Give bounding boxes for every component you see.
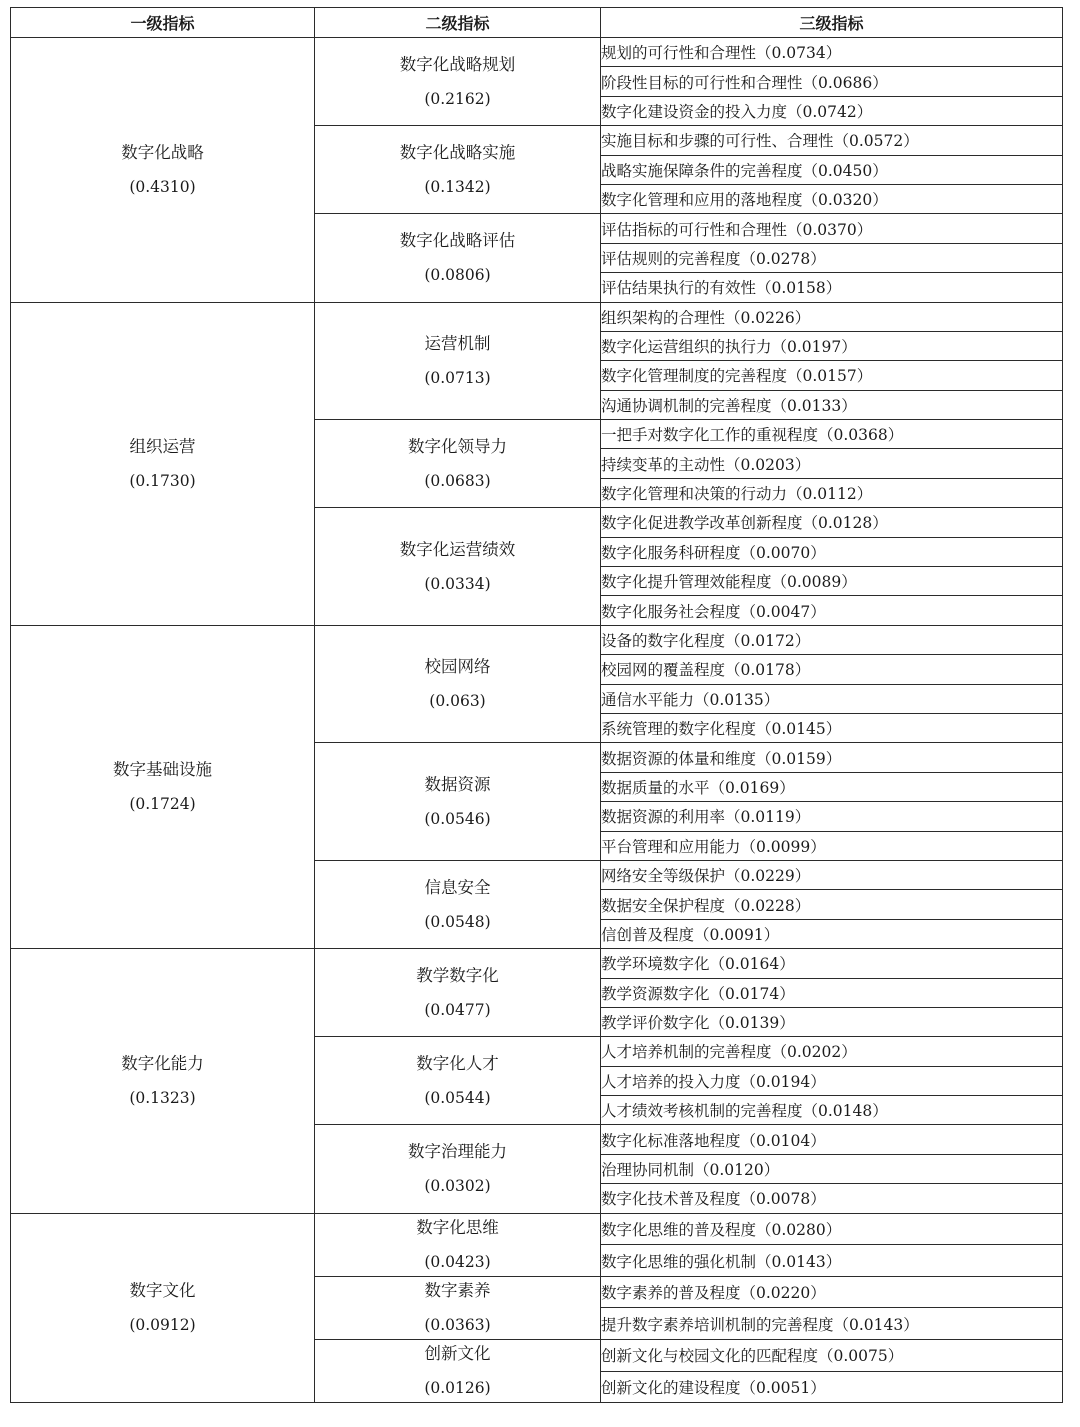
- level3-cell: 数字化管理制度的完善程度（0.0157）: [601, 361, 1063, 390]
- level3-cell: 数字化技术普及程度（0.0078）: [601, 1184, 1063, 1213]
- level1-weight: (0.4310): [129, 177, 196, 196]
- level2-weight: (0.0334): [424, 574, 491, 593]
- level3-cell: 数字化思维的普及程度（0.0280）: [601, 1213, 1063, 1245]
- level2-weight: (0.0363): [424, 1315, 491, 1334]
- level1-weight: (0.1730): [129, 471, 196, 490]
- level2-cell: [315, 126, 601, 214]
- level2-weight: (0.0126): [424, 1379, 491, 1398]
- level3-cell: 数字化运营组织的执行力（0.0197）: [601, 331, 1063, 360]
- level2-name: 运营机制: [424, 333, 491, 353]
- table-row: [11, 949, 1063, 978]
- level3-cell: 治理协同机制（0.0120）: [601, 1154, 1063, 1183]
- level2-name: 校园网络: [424, 657, 491, 677]
- header-level2: 二级指标: [315, 8, 601, 38]
- table-row: [11, 38, 1063, 67]
- level2-name: 数字治理能力: [408, 1142, 507, 1162]
- level3-cell: 数据质量的水平（0.0169）: [601, 772, 1063, 801]
- level1-name: 组织运营: [129, 436, 196, 456]
- level2-name: 数据资源: [424, 774, 491, 794]
- level2-cell: [315, 1340, 601, 1403]
- level3-cell: 数字化管理和应用的落地程度（0.0320）: [601, 184, 1063, 213]
- level3-cell: 设备的数字化程度（0.0172）: [601, 625, 1063, 654]
- level1-name: 数字化战略: [121, 142, 204, 162]
- indicator-table: [10, 7, 1063, 1403]
- level3-cell: 网络安全等级保护（0.0229）: [601, 860, 1063, 889]
- table-row: [11, 1213, 1063, 1245]
- level3-cell: 评估指标的可行性和合理性（0.0370）: [601, 214, 1063, 243]
- level2-cell: [315, 302, 601, 420]
- level1-weight: (0.1323): [129, 1088, 196, 1107]
- level2-cell: [315, 1037, 601, 1125]
- level1-cell: [11, 1213, 315, 1403]
- level3-cell: 教学环境数字化（0.0164）: [601, 949, 1063, 978]
- level1-weight: (0.1724): [129, 794, 196, 813]
- level2-name: 数字化战略规划: [399, 54, 516, 74]
- level1-cell: [11, 38, 315, 303]
- level2-weight: (0.1342): [424, 177, 491, 196]
- level2-weight: (0.0713): [424, 368, 491, 387]
- level1-name: 数字基础设施: [113, 759, 212, 779]
- level2-cell: [315, 743, 601, 861]
- level3-cell: 人才培养机制的完善程度（0.0202）: [601, 1037, 1063, 1066]
- level2-weight: (0.2162): [424, 89, 491, 108]
- level3-cell: 数字化服务社会程度（0.0047）: [601, 596, 1063, 625]
- level3-cell: 人才绩效考核机制的完善程度（0.0148）: [601, 1096, 1063, 1125]
- level1-name: 数字化能力: [121, 1053, 204, 1073]
- level2-cell: [315, 1213, 601, 1276]
- level3-cell: 沟通协调机制的完善程度（0.0133）: [601, 390, 1063, 419]
- level1-name: 数字文化: [129, 1280, 196, 1300]
- level3-cell: 数字化促进教学改革创新程度（0.0128）: [601, 508, 1063, 537]
- table-row: [11, 625, 1063, 654]
- level2-weight: (0.063): [429, 692, 486, 711]
- level2-cell: [315, 420, 601, 508]
- level2-cell: [315, 1276, 601, 1339]
- level3-cell: 校园网的覆盖程度（0.0178）: [601, 655, 1063, 684]
- table-row: [11, 302, 1063, 331]
- level2-weight: (0.0477): [424, 1000, 491, 1019]
- level2-cell: [315, 625, 601, 743]
- level1-cell: [11, 949, 315, 1214]
- level3-cell: 阶段性目标的可行性和合理性（0.0686）: [601, 67, 1063, 96]
- level3-cell: 数字化提升管理效能程度（0.0089）: [601, 567, 1063, 596]
- level2-cell: [315, 949, 601, 1037]
- header-level3: 三级指标: [601, 8, 1063, 38]
- level3-cell: 创新文化的建设程度（0.0051）: [601, 1371, 1063, 1403]
- level2-name: 数字化战略评估: [399, 230, 516, 250]
- level2-name: 数字素养: [424, 1280, 491, 1300]
- level3-cell: 信创普及程度（0.0091）: [601, 919, 1063, 948]
- level3-cell: 教学评价数字化（0.0139）: [601, 1007, 1063, 1036]
- level3-cell: 数字化建设资金的投入力度（0.0742）: [601, 96, 1063, 125]
- level3-cell: 数字化管理和决策的行动力（0.0112）: [601, 478, 1063, 507]
- level2-name: 教学数字化: [416, 965, 499, 985]
- level3-cell: 数字素养的普及程度（0.0220）: [601, 1276, 1063, 1308]
- level3-cell: 一把手对数字化工作的重视程度（0.0368）: [601, 420, 1063, 449]
- level2-weight: (0.0302): [424, 1177, 491, 1196]
- level2-name: 数字化领导力: [408, 436, 507, 456]
- level3-cell: 数据资源的利用率（0.0119）: [601, 802, 1063, 831]
- level2-cell: [315, 1125, 601, 1213]
- level3-cell: 通信水平能力（0.0135）: [601, 684, 1063, 713]
- level3-cell: 系统管理的数字化程度（0.0145）: [601, 713, 1063, 742]
- level2-cell: [315, 860, 601, 948]
- level2-name: 创新文化: [424, 1344, 491, 1364]
- level2-name: 数字化人才: [416, 1053, 499, 1073]
- level3-cell: 创新文化与校园文化的匹配程度（0.0075）: [601, 1340, 1063, 1372]
- level2-cell: [315, 38, 601, 126]
- level2-cell: [315, 508, 601, 626]
- level3-cell: 数据资源的体量和维度（0.0159）: [601, 743, 1063, 772]
- level3-cell: 数字化服务科研程度（0.0070）: [601, 537, 1063, 566]
- level3-cell: 平台管理和应用能力（0.0099）: [601, 831, 1063, 860]
- level3-cell: 数字化思维的强化机制（0.0143）: [601, 1245, 1063, 1277]
- level2-weight: (0.0546): [424, 809, 491, 828]
- level1-cell: [11, 302, 315, 625]
- level3-cell: 教学资源数字化（0.0174）: [601, 978, 1063, 1007]
- header-row: [11, 8, 1063, 38]
- level3-cell: 规划的可行性和合理性（0.0734）: [601, 38, 1063, 67]
- level2-weight: (0.0683): [424, 471, 491, 490]
- level3-cell: 数据安全保护程度（0.0228）: [601, 890, 1063, 919]
- level2-name: 数字化思维: [416, 1217, 499, 1237]
- level2-name: 信息安全: [424, 877, 491, 897]
- level2-weight: (0.0423): [424, 1252, 491, 1271]
- level3-cell: 实施目标和步骤的可行性、合理性（0.0572）: [601, 126, 1063, 155]
- level2-name: 数字化战略实施: [399, 142, 516, 162]
- level2-weight: (0.0806): [424, 265, 491, 284]
- table-body: [11, 38, 1063, 1403]
- level3-cell: 组织架构的合理性（0.0226）: [601, 302, 1063, 331]
- level3-cell: 战略实施保障条件的完善程度（0.0450）: [601, 155, 1063, 184]
- level2-cell: [315, 214, 601, 302]
- header-level1: 一级指标: [11, 8, 315, 38]
- level2-weight: (0.0548): [424, 912, 491, 931]
- level3-cell: 评估结果执行的有效性（0.0158）: [601, 273, 1063, 302]
- level2-name: 数字化运营绩效: [399, 539, 516, 559]
- level3-cell: 评估规则的完善程度（0.0278）: [601, 243, 1063, 272]
- level1-cell: [11, 625, 315, 948]
- level1-weight: (0.0912): [129, 1315, 196, 1334]
- level2-weight: (0.0544): [424, 1088, 491, 1107]
- level3-cell: 持续变革的主动性（0.0203）: [601, 449, 1063, 478]
- level3-cell: 数字化标准落地程度（0.0104）: [601, 1125, 1063, 1154]
- level3-cell: 提升数字素养培训机制的完善程度（0.0143）: [601, 1308, 1063, 1340]
- level3-cell: 人才培养的投入力度（0.0194）: [601, 1066, 1063, 1095]
